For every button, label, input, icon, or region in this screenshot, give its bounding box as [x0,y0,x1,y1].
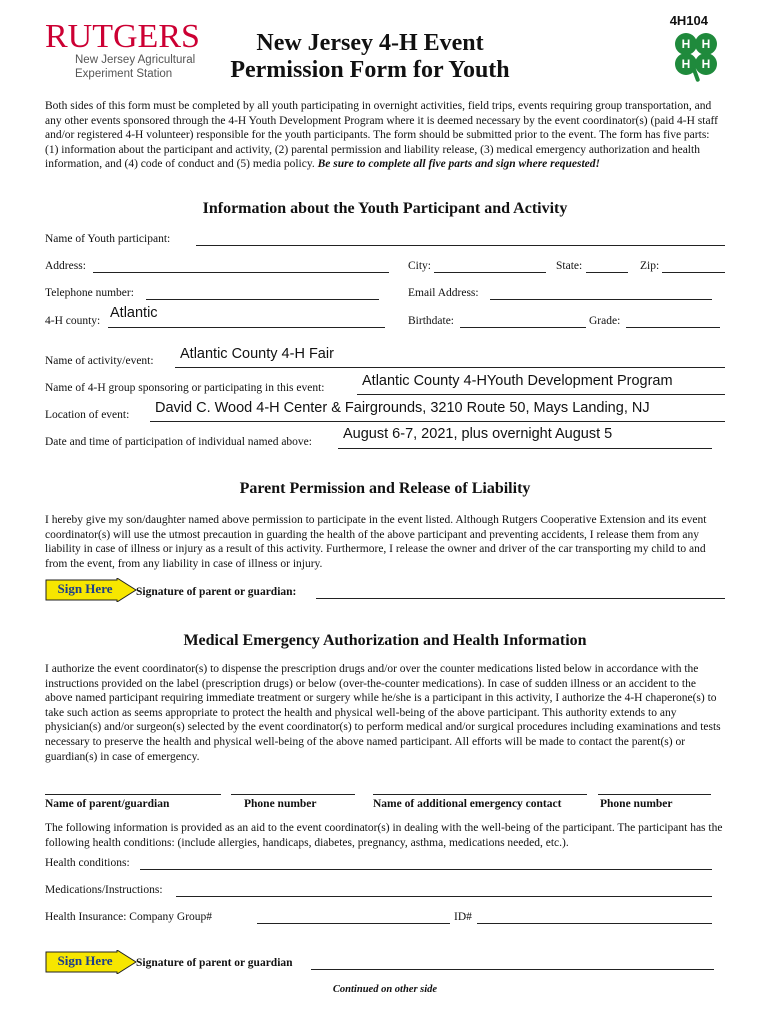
date-label: Date and time of participation of individual named above: [45,436,312,448]
city-field[interactable] [434,272,546,273]
intro-paragraph [45,99,725,172]
emergency-phone-field[interactable] [598,794,711,795]
logo-name: RUTGERS [45,18,200,55]
medications-label: Medications/Instructions: [45,884,163,896]
address-field[interactable] [93,272,389,273]
insurance-id-field[interactable] [477,923,712,924]
medical-paragraph: I authorize the event coordinator(s) to dispense the prescription drugs and/or over the counter medications listed below in accordance with the instructions provided on the label (prescription drugs) or below (over-the-counter medications). In case of sudden illness or an accident to the above named participant requiring immediate treatment or surgery while he/she is a participant in this activity, I authorize the 4-H chaperone(s) to take such action as seems appropriate to protect the health and physical well-being of the above participant. This authority extends to any physician(s) and/or surgeon(s) selected by the event coordinator(s) to perform medical and/or surgical procedures including examinations and tests necessary to preserve the health and physical well-being of the above named participant. All efforts will be made to contact the parent(s) or guardian(s) in case of emergency. [45,663,721,763]
date-value[interactable]: August 6-7, 2021, plus overnight August 5 [343,426,613,442]
title-line-2: Permission Form for Youth [230,57,510,83]
col-phone-1: Phone number [244,798,317,810]
address-label: Address: [45,260,86,272]
svg-text:H: H [701,57,711,71]
email-label: Email Address: [408,287,479,299]
svg-text:H: H [681,57,691,71]
parent-signature-field-2[interactable] [311,969,714,970]
logo-subtitle-2: Experiment Station [75,68,173,80]
health-conditions-label: Health conditions: [45,857,130,869]
section-heading-participant: Information about the Youth Participant and Activity [202,200,568,217]
sign-here-arrow-2 [45,950,137,974]
date-field-line[interactable] [338,448,712,449]
intro-text: Both sides of this form must be completed by all youth participating in overnight activities, field trips, events requiring group transportation, and any other events sponsored through the 4-H Youth Development Program where it is deemed necessary by the event coordinator(s) (paid 4-H staff and/or registered 4-H volunteer) responsible for the youth participants. The form should be submitted prior to the event. The form has five parts: (1) information about the participant and activity, (2) parental permission and liability release, (3) medical emergency authorization and health information, and (4) code of conduct and (5) media policy. [45,100,719,171]
form-number: 4H104 [669,13,708,28]
telephone-label: Telephone number: [45,287,134,299]
footer-continued: Continued on other side [332,984,438,995]
zip-field[interactable] [662,272,725,273]
svg-text:H: H [681,37,691,51]
col-parent-name: Name of parent/guardian [45,798,170,810]
col-emergency-contact: Name of additional emergency contact [373,798,562,810]
grade-field[interactable] [626,327,720,328]
medications-field[interactable] [176,896,712,897]
insurance-group-field[interactable] [257,923,450,924]
sign-here-label-2: Sign Here [57,953,113,968]
activity-label: Name of activity/event: [45,355,154,367]
grade-label: Grade: [589,315,621,327]
activity-value[interactable]: Atlantic County 4-H Fair [180,346,334,362]
group-label: Name of 4-H group sponsoring or participating in this event: [45,382,325,394]
telephone-field[interactable] [146,299,379,300]
sign-here-arrow [45,578,137,602]
birthdate-label: Birthdate: [408,315,454,327]
section-heading-medical: Medical Emergency Authorization and Health Information [183,632,587,649]
group-field-line[interactable] [357,394,725,395]
emergency-contact-field[interactable] [373,794,587,795]
city-label: City: [408,260,432,272]
sign-here-label: Sign Here [57,581,113,596]
health-conditions-field[interactable] [140,869,712,870]
intro-emphasis: Be sure to complete all five parts and sign where requested! [317,158,600,171]
birthdate-field[interactable] [460,327,586,328]
zip-label: Zip: [640,260,660,272]
insurance-label: Health Insurance: Company Group# [45,911,213,923]
insurance-id-label: ID# [454,911,472,923]
state-field[interactable] [586,272,628,273]
page-title [0,30,770,84]
svg-text:H: H [701,37,711,51]
health-info-paragraph: The following information is provided as an aid to the event coordinator(s) in dealing with the well-being of the participant. The participant has the following health conditions: (include allergies, handicaps, diabetes, pregnancy, asthma, medications needed, etc.). [45,822,723,849]
location-label: Location of event: [45,409,130,421]
title-line-1: New Jersey 4-H Event [256,30,484,56]
4h-clover-icon [668,28,724,84]
permission-paragraph: I hereby give my son/daughter named above permission to participate in the event listed. Although Rutgers Cooperative Extension and its event coordinator(s) will use the utmost precaution in guarding the health of the above participant and preventing accidents, I release them from any liability in case of illness or injury as a result of this activity. Furthermore, I release the owner and driver of the car transporting my child to and from the event, from any liability in case of illness or injury. [45,514,707,570]
email-field[interactable] [490,299,712,300]
state-label: State: [556,260,583,272]
youth-name-label: Name of Youth participant: [45,233,171,245]
county-value[interactable]: Atlantic [110,305,158,321]
county-label: 4-H county: [45,315,101,327]
location-field-line[interactable] [150,421,725,422]
parent-signature-field[interactable] [316,598,725,599]
youth-name-field[interactable] [196,245,725,246]
parent-phone-field[interactable] [231,794,355,795]
parent-signature-label-2: Signature of parent or guardian [136,957,293,969]
logo-subtitle-1: New Jersey Agricultural [75,54,196,66]
location-value[interactable]: David C. Wood 4-H Center & Fairgrounds, 3210 Route 50, Mays Landing, NJ [155,400,650,416]
group-value[interactable]: Atlantic County 4-HYouth Development Program [362,373,673,389]
parent-signature-label: Signature of parent or guardian: [136,586,297,598]
county-field-line[interactable] [108,327,385,328]
col-phone-2: Phone number [600,798,673,810]
section-heading-permission: Parent Permission and Release of Liability [239,480,531,497]
parent-name-field[interactable] [45,794,221,795]
activity-field-line[interactable] [175,367,725,368]
